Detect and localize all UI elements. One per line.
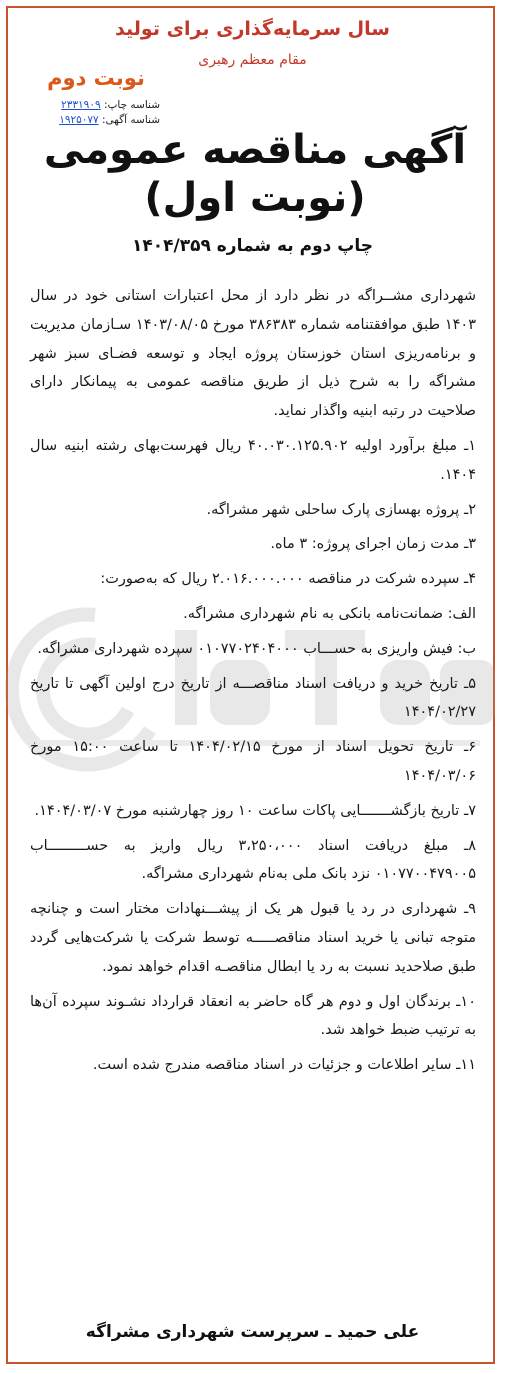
notice-title (40, 126, 470, 222)
item-3: ۳ـ مدت زمان اجرای پروژه: ۳ ماه. (270, 536, 476, 553)
item-8: ۸ـ مبلغ دریافت اسناد ۳،۲۵۰،۰۰۰ ریال واریز به حســـــــــاب ۰۱۰۷۷۰۰۴۷۹۰۰۵ نزد بانک ملی به‌نام شهرداری مشراگه. (30, 837, 476, 883)
intro-paragraph: شهرداری مشــراگه در نظر دارد از محل اعتبارات استانی خود در سال ۱۴۰۳ طبق موافقتنامه شماره ۳۸۶۳۸۳ مورخ ۱۴۰۳/۰۸/۰۵ سـازمان مدیریت و برنامه‌ریزی استان خوزستان پروژه ایجاد و توسعه فضـای سبز شهر مشراگه را به شرح ذیل از طریق مناقصه عمومی به پیمانکار دارای صلاحیت در رتبه ابنیه واگذار نماید. (30, 288, 476, 420)
slogan-source: مقام معظم رهبری (198, 52, 307, 68)
ad-id-label: شناسه آگهی: (102, 114, 160, 126)
item-4: ۴ـ سپرده شرکت در مناقصه ۲.۰۱۶.۰۰۰.۰۰۰ ریال که به‌صورت: (100, 571, 476, 588)
item-1: ۱ـ مبلغ برآورد اولیه ۴۰.۰۳۰.۱۲۵.۹۰۲ ریال فهرست‌بهای رشته ابنیه سال ۱۴۰۴. (30, 437, 476, 483)
print-number-subtitle: چاپ دوم به شماره ۱۴۰۴/۳۵۹ (132, 236, 373, 256)
item-4a: الف: ضمانت‌نامه بانکی به نام شهرداری مشراگه. (183, 605, 476, 622)
item-10: ۱۰ـ برندگان اول و دوم هر گاه حاضر به انعقاد قرارداد نشـوند سپرده آن‌ها به ترتیب ضبط خواهد شد. (30, 993, 476, 1039)
round-label: نوبت دوم (47, 66, 145, 90)
item-5: ۵ـ تاریخ خرید و دریافت اسناد مناقصـــه از تاریخ درج اولین آگهی تا تاریخ ۱۴۰۴/۰۲/۲۷ (30, 675, 476, 721)
item-11: ۱۱ـ سایر اطلاعات و جزئیات در اسناد مناقصه مندرج شده است. (92, 1057, 476, 1074)
id-block (10, 98, 160, 128)
item-9: ۹ـ شهرداری در رد یا قبول هر یک از پیشـــنهادات مختار است و چنانچه متوجه تبانی یا خرید اسناد مناقصـــــه توسط شرکت یا شرکت‌هایی گردد طبق صلاحدید نسبت به رد یا ابطال مناقصـه اقدام خواهد نمود. (30, 901, 476, 975)
print-id-value: ۲۳۳۱۹۰۹ (61, 99, 101, 111)
item-4b: ب: فیش واریزی به حســـاب ۰۱۰۷۷۰۲۴۰۴۰۰۰ سپرده شهرداری مشراگه. (37, 640, 476, 657)
ad-id-value: ۱۹۲۵۰۷۷ (59, 114, 99, 126)
title-line-1: آگهی مناقصه عمومی (43, 127, 467, 173)
item-7: ۷ـ تاریخ بازگشـــــــایی پاکات ساعت ۱۰ روز چهارشنبه مورخ ۱۴۰۴/۰۳/۰۷. (34, 802, 476, 819)
item-6: ۶ـ تاریخ تحویل اسناد از مورخ ۱۴۰۴/۰۲/۱۵ تا ساعت ۱۵:۰۰ مورخ ۱۴۰۴/۰۳/۰۶ (30, 739, 476, 784)
title-line-2: (نوبت اول) (144, 175, 366, 221)
print-id-row (10, 98, 160, 113)
print-id-label: شناسه چاپ: (103, 99, 160, 111)
notice-body (30, 282, 476, 1086)
signature: علی حمید ـ سرپرست شهرداری مشراگه (85, 1322, 420, 1342)
slogan: سال سرمایه‌گذاری برای تولید (115, 18, 390, 40)
item-2: ۲ـ پروژه بهسازی پارک ساحلی شهر مشراگه. (206, 501, 476, 518)
